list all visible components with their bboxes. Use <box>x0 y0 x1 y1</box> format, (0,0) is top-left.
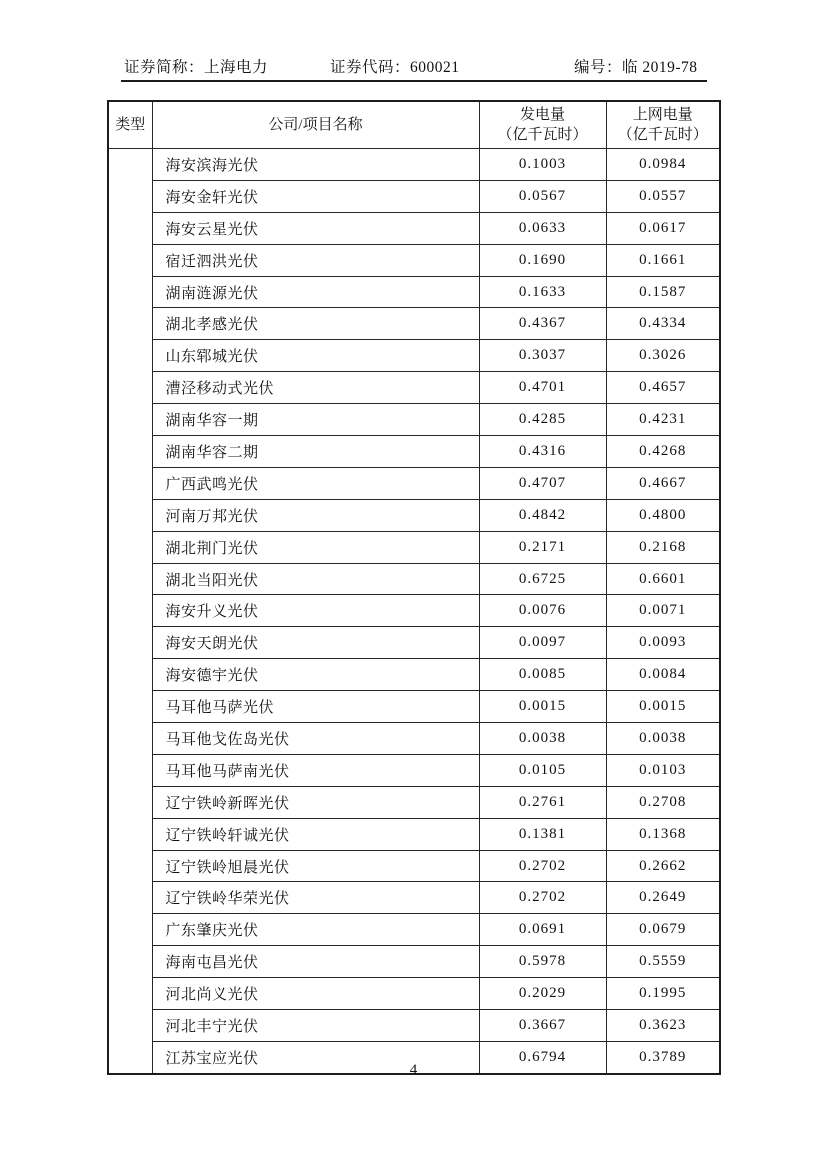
generation-value-cell: 0.1633 <box>479 276 606 308</box>
project-name-cell: 海南屯昌光伏 <box>152 946 479 978</box>
generation-value-cell: 0.2171 <box>479 531 606 563</box>
table-row <box>108 946 720 978</box>
ongrid-value-cell: 0.0015 <box>606 691 720 723</box>
ongrid-value-cell: 0.6601 <box>606 563 720 595</box>
table-row <box>108 786 720 818</box>
generation-value-cell: 0.0076 <box>479 595 606 627</box>
generation-value-cell: 0.0085 <box>479 659 606 691</box>
ongrid-value-cell: 0.0679 <box>606 914 720 946</box>
generation-value-cell: 0.2702 <box>479 850 606 882</box>
ongrid-value-cell: 0.3026 <box>606 340 720 372</box>
col-header-type: 类型 <box>108 101 152 149</box>
generation-value-cell: 0.2761 <box>479 786 606 818</box>
table-row <box>108 818 720 850</box>
table-row <box>108 308 720 340</box>
project-name-cell: 广东肇庆光伏 <box>152 914 479 946</box>
ongrid-value-cell: 0.4334 <box>606 308 720 340</box>
ongrid-value-cell: 0.1368 <box>606 818 720 850</box>
table-row <box>108 1010 720 1042</box>
col-header-generation <box>479 101 606 149</box>
ongrid-value-cell: 0.0084 <box>606 659 720 691</box>
page-number: 4 <box>409 1062 418 1078</box>
generation-value-cell: 0.1003 <box>479 149 606 181</box>
table-header-row <box>108 101 720 149</box>
generation-value-cell: 0.0105 <box>479 754 606 786</box>
table-row <box>108 850 720 882</box>
ongrid-value-cell: 0.0093 <box>606 627 720 659</box>
generation-value-cell: 0.1381 <box>479 818 606 850</box>
project-name-cell: 辽宁铁岭新晖光伏 <box>152 786 479 818</box>
project-name-cell: 河南万邦光伏 <box>152 499 479 531</box>
generation-value-cell: 0.4707 <box>479 467 606 499</box>
project-name-cell: 湖北荆门光伏 <box>152 531 479 563</box>
table-row <box>108 691 720 723</box>
project-name-cell: 宿迁泗洪光伏 <box>152 244 479 276</box>
generation-value-cell: 0.0567 <box>479 180 606 212</box>
generation-value-cell: 0.4285 <box>479 404 606 436</box>
table-row <box>108 276 720 308</box>
ongrid-value-cell: 0.1587 <box>606 276 720 308</box>
col-header-generation-unit: （亿千瓦时） <box>497 127 588 143</box>
table-row <box>108 499 720 531</box>
ongrid-value-cell: 0.4268 <box>606 436 720 468</box>
table-row <box>108 531 720 563</box>
ongrid-value-cell: 0.0038 <box>606 723 720 755</box>
table-row <box>108 244 720 276</box>
stock-name-label: 证券简称：上海电力 <box>124 59 269 76</box>
table-row <box>108 754 720 786</box>
ongrid-value-cell: 0.0103 <box>606 754 720 786</box>
project-name-cell: 河北丰宁光伏 <box>152 1010 479 1042</box>
project-name-cell: 海安金轩光伏 <box>152 180 479 212</box>
generation-value-cell: 0.2029 <box>479 978 606 1010</box>
project-name-cell: 湖北孝感光伏 <box>152 308 479 340</box>
project-name-cell: 海安德宇光伏 <box>152 659 479 691</box>
project-name-cell: 漕泾移动式光伏 <box>152 372 479 404</box>
production-table <box>107 100 721 1075</box>
table-row <box>108 659 720 691</box>
col-header-ongrid-unit: （亿千瓦时） <box>617 127 708 143</box>
table-row <box>108 563 720 595</box>
generation-value-cell: 0.4367 <box>479 308 606 340</box>
project-name-cell: 江苏宝应光伏 <box>152 1041 479 1073</box>
header-rule <box>121 80 707 82</box>
generation-value-cell: 0.4842 <box>479 499 606 531</box>
generation-value-cell: 0.0038 <box>479 723 606 755</box>
ongrid-value-cell: 0.2649 <box>606 882 720 914</box>
project-name-cell: 马耳他马萨南光伏 <box>152 754 479 786</box>
project-name-cell: 辽宁铁岭轩诚光伏 <box>152 818 479 850</box>
project-name-cell: 湖北当阳光伏 <box>152 563 479 595</box>
generation-value-cell: 0.4701 <box>479 372 606 404</box>
table-row <box>108 723 720 755</box>
table-row <box>108 436 720 468</box>
ongrid-value-cell: 0.3623 <box>606 1010 720 1042</box>
generation-value-cell: 0.3037 <box>479 340 606 372</box>
ongrid-value-cell: 0.0617 <box>606 212 720 244</box>
col-header-name: 公司/项目名称 <box>152 101 479 149</box>
col-header-ongrid <box>606 101 720 149</box>
ongrid-value-cell: 0.2168 <box>606 531 720 563</box>
col-header-generation-title: 发电量 <box>519 106 565 123</box>
table-row <box>108 404 720 436</box>
project-name-cell: 海安云星光伏 <box>152 212 479 244</box>
project-name-cell: 辽宁铁岭旭晨光伏 <box>152 850 479 882</box>
generation-value-cell: 0.5978 <box>479 946 606 978</box>
generation-value-cell: 0.2702 <box>479 882 606 914</box>
project-name-cell: 山东郓城光伏 <box>152 340 479 372</box>
generation-value-cell: 0.4316 <box>479 436 606 468</box>
project-name-cell: 海安升义光伏 <box>152 595 479 627</box>
ongrid-value-cell: 0.1995 <box>606 978 720 1010</box>
ongrid-value-cell: 0.4231 <box>606 404 720 436</box>
col-header-ongrid-title: 上网电量 <box>632 106 693 123</box>
table-row <box>108 882 720 914</box>
ongrid-value-cell: 0.2662 <box>606 850 720 882</box>
table-row <box>108 212 720 244</box>
project-name-cell: 辽宁铁岭华荣光伏 <box>152 882 479 914</box>
project-name-cell: 海安滨海光伏 <box>152 149 479 181</box>
doc-number-label: 编号：临 2019-78 <box>574 59 698 76</box>
table-body <box>108 149 720 1074</box>
project-name-cell: 马耳他马萨光伏 <box>152 691 479 723</box>
ongrid-value-cell: 0.0557 <box>606 180 720 212</box>
stock-code-label: 证券代码：600021 <box>330 59 460 76</box>
generation-value-cell: 0.0015 <box>479 691 606 723</box>
ongrid-value-cell: 0.0071 <box>606 595 720 627</box>
generation-value-cell: 0.0691 <box>479 914 606 946</box>
ongrid-value-cell: 0.4800 <box>606 499 720 531</box>
generation-value-cell: 0.0633 <box>479 212 606 244</box>
project-name-cell: 湖南华容二期 <box>152 436 479 468</box>
ongrid-value-cell: 0.2708 <box>606 786 720 818</box>
table-row <box>108 595 720 627</box>
project-name-cell: 海安天朗光伏 <box>152 627 479 659</box>
project-name-cell: 湖南涟源光伏 <box>152 276 479 308</box>
ongrid-value-cell: 0.4657 <box>606 372 720 404</box>
table-row <box>108 372 720 404</box>
ongrid-value-cell: 0.3789 <box>606 1041 720 1073</box>
table-row <box>108 627 720 659</box>
table-row <box>108 978 720 1010</box>
ongrid-value-cell: 0.1661 <box>606 244 720 276</box>
ongrid-value-cell: 0.5559 <box>606 946 720 978</box>
generation-value-cell: 0.1690 <box>479 244 606 276</box>
generation-value-cell: 0.0097 <box>479 627 606 659</box>
ongrid-value-cell: 0.0984 <box>606 149 720 181</box>
table-row <box>108 180 720 212</box>
table-row <box>108 467 720 499</box>
ongrid-value-cell: 0.4667 <box>606 467 720 499</box>
project-name-cell: 河北尚义光伏 <box>152 978 479 1010</box>
project-name-cell: 湖南华容一期 <box>152 404 479 436</box>
generation-value-cell: 0.6725 <box>479 563 606 595</box>
project-name-cell: 广西武鸣光伏 <box>152 467 479 499</box>
generation-value-cell: 0.6794 <box>479 1041 606 1073</box>
table-row <box>108 914 720 946</box>
generation-value-cell: 0.3667 <box>479 1010 606 1042</box>
project-name-cell: 马耳他戈佐岛光伏 <box>152 723 479 755</box>
type-merged-cell <box>108 149 152 1074</box>
table-row <box>108 340 720 372</box>
table-row <box>108 149 720 181</box>
